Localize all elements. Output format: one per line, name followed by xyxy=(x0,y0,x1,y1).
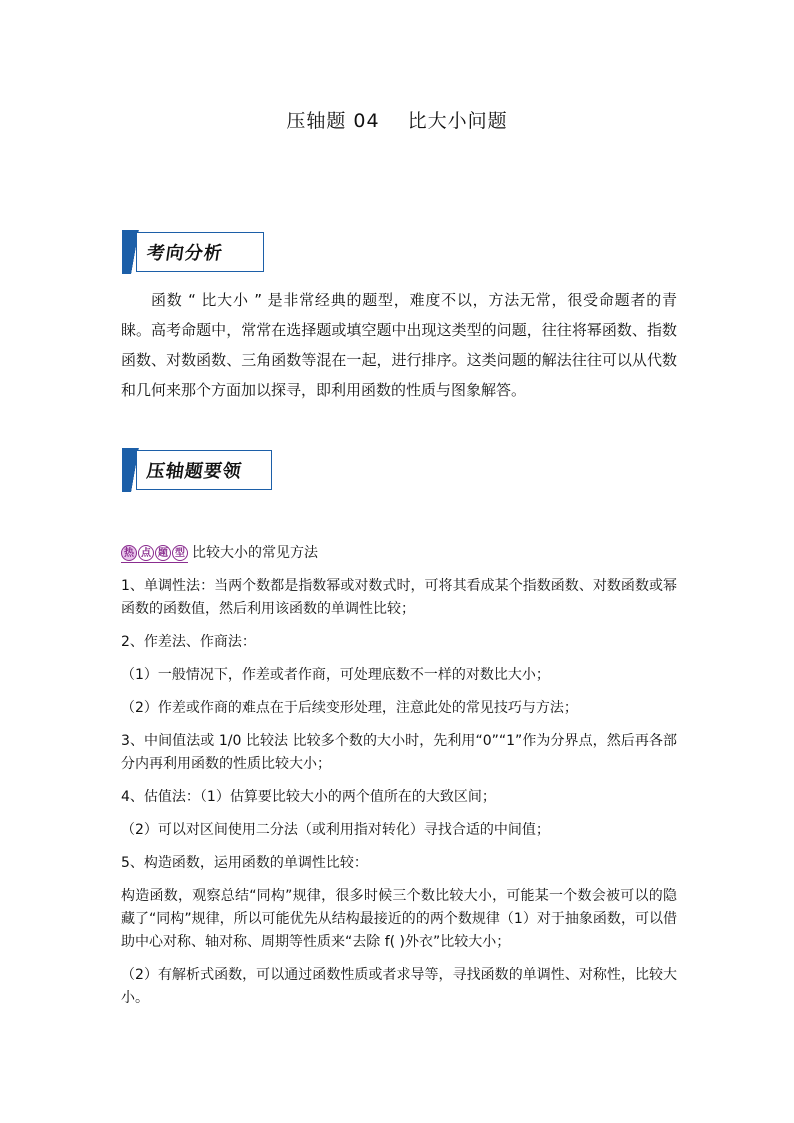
list-item: 3、中间值法或 1/0 比较法 比较多个数的大小时，先利用“0”“1”作为分界点，然后再各部分内再利用函数的性质比较大小； xyxy=(121,733,677,772)
list-item: （2）可以对区间使用二分法（或利用指对转化）寻找合适的中间值； xyxy=(121,822,550,838)
list-item: 1、单调性法：当两个数都是指数幂或对数式时，可将其看成某个指数函数、对数函数或幂函数的函数值，然后利用该函数的单调性比较； xyxy=(121,578,677,617)
section-heading-label: 考向分析 xyxy=(145,243,225,264)
section-heading-essentials xyxy=(122,448,262,492)
list-item: 5、构造函数，运用函数的单调性比较： xyxy=(121,855,368,871)
title-main: 压轴题 04 xyxy=(286,110,380,132)
page-title xyxy=(0,106,794,133)
list-item: 2、作差法、作商法： xyxy=(121,634,256,650)
title-sub: 比大小问题 xyxy=(407,110,508,132)
methods-content xyxy=(121,542,677,1020)
list-item: （2）有解析式函数，可以通过函数性质或者求导等，寻找函数的单调性、对称性，比较大小。 xyxy=(121,967,677,1006)
hot-topic-row xyxy=(121,542,677,565)
hot-topic-badge-icon: 热 点 题 型 xyxy=(121,545,188,563)
list-item: 4、估值法：（1）估算要比较大小的两个值所在的大致区间； xyxy=(121,789,496,805)
list-item: （2）作差或作商的难点在于后续变形处理，注意此处的常见技巧与方法； xyxy=(121,700,578,716)
analysis-paragraph: 函数 “ 比大小 ” 是非常经典的题型，难度不以，方法无常，很受命题者的青睐。高考命题中，常常在选择题或填空题中出现这类型的问题，往往将幂函数、指数函数、对数函数、三角函数等混在一起，进行排序。这类问题的解法往往可以从代数和几何来那个方面加以探寻，即利用函数的性质与图象解答。 xyxy=(121,291,677,399)
section-heading-analysis xyxy=(122,230,254,274)
section-heading-label: 压轴题要领 xyxy=(145,461,244,482)
methods-subtitle: 比较大小的常见方法 xyxy=(192,545,318,561)
list-item: 构造函数，观察总结“同构”规律，很多时候三个数比较大小，可能某一个数会被可以的隐藏了“同构”规律，所以可能优先从结构最接近的的两个数规律（1）对于抽象函数，可以借助中心对称、轴对称、周期等性质来“去除 f( )外衣”比较大小； xyxy=(121,888,677,950)
list-item: （1）一般情况下，作差或者作商，可处理底数不一样的对数比大小； xyxy=(121,667,550,683)
